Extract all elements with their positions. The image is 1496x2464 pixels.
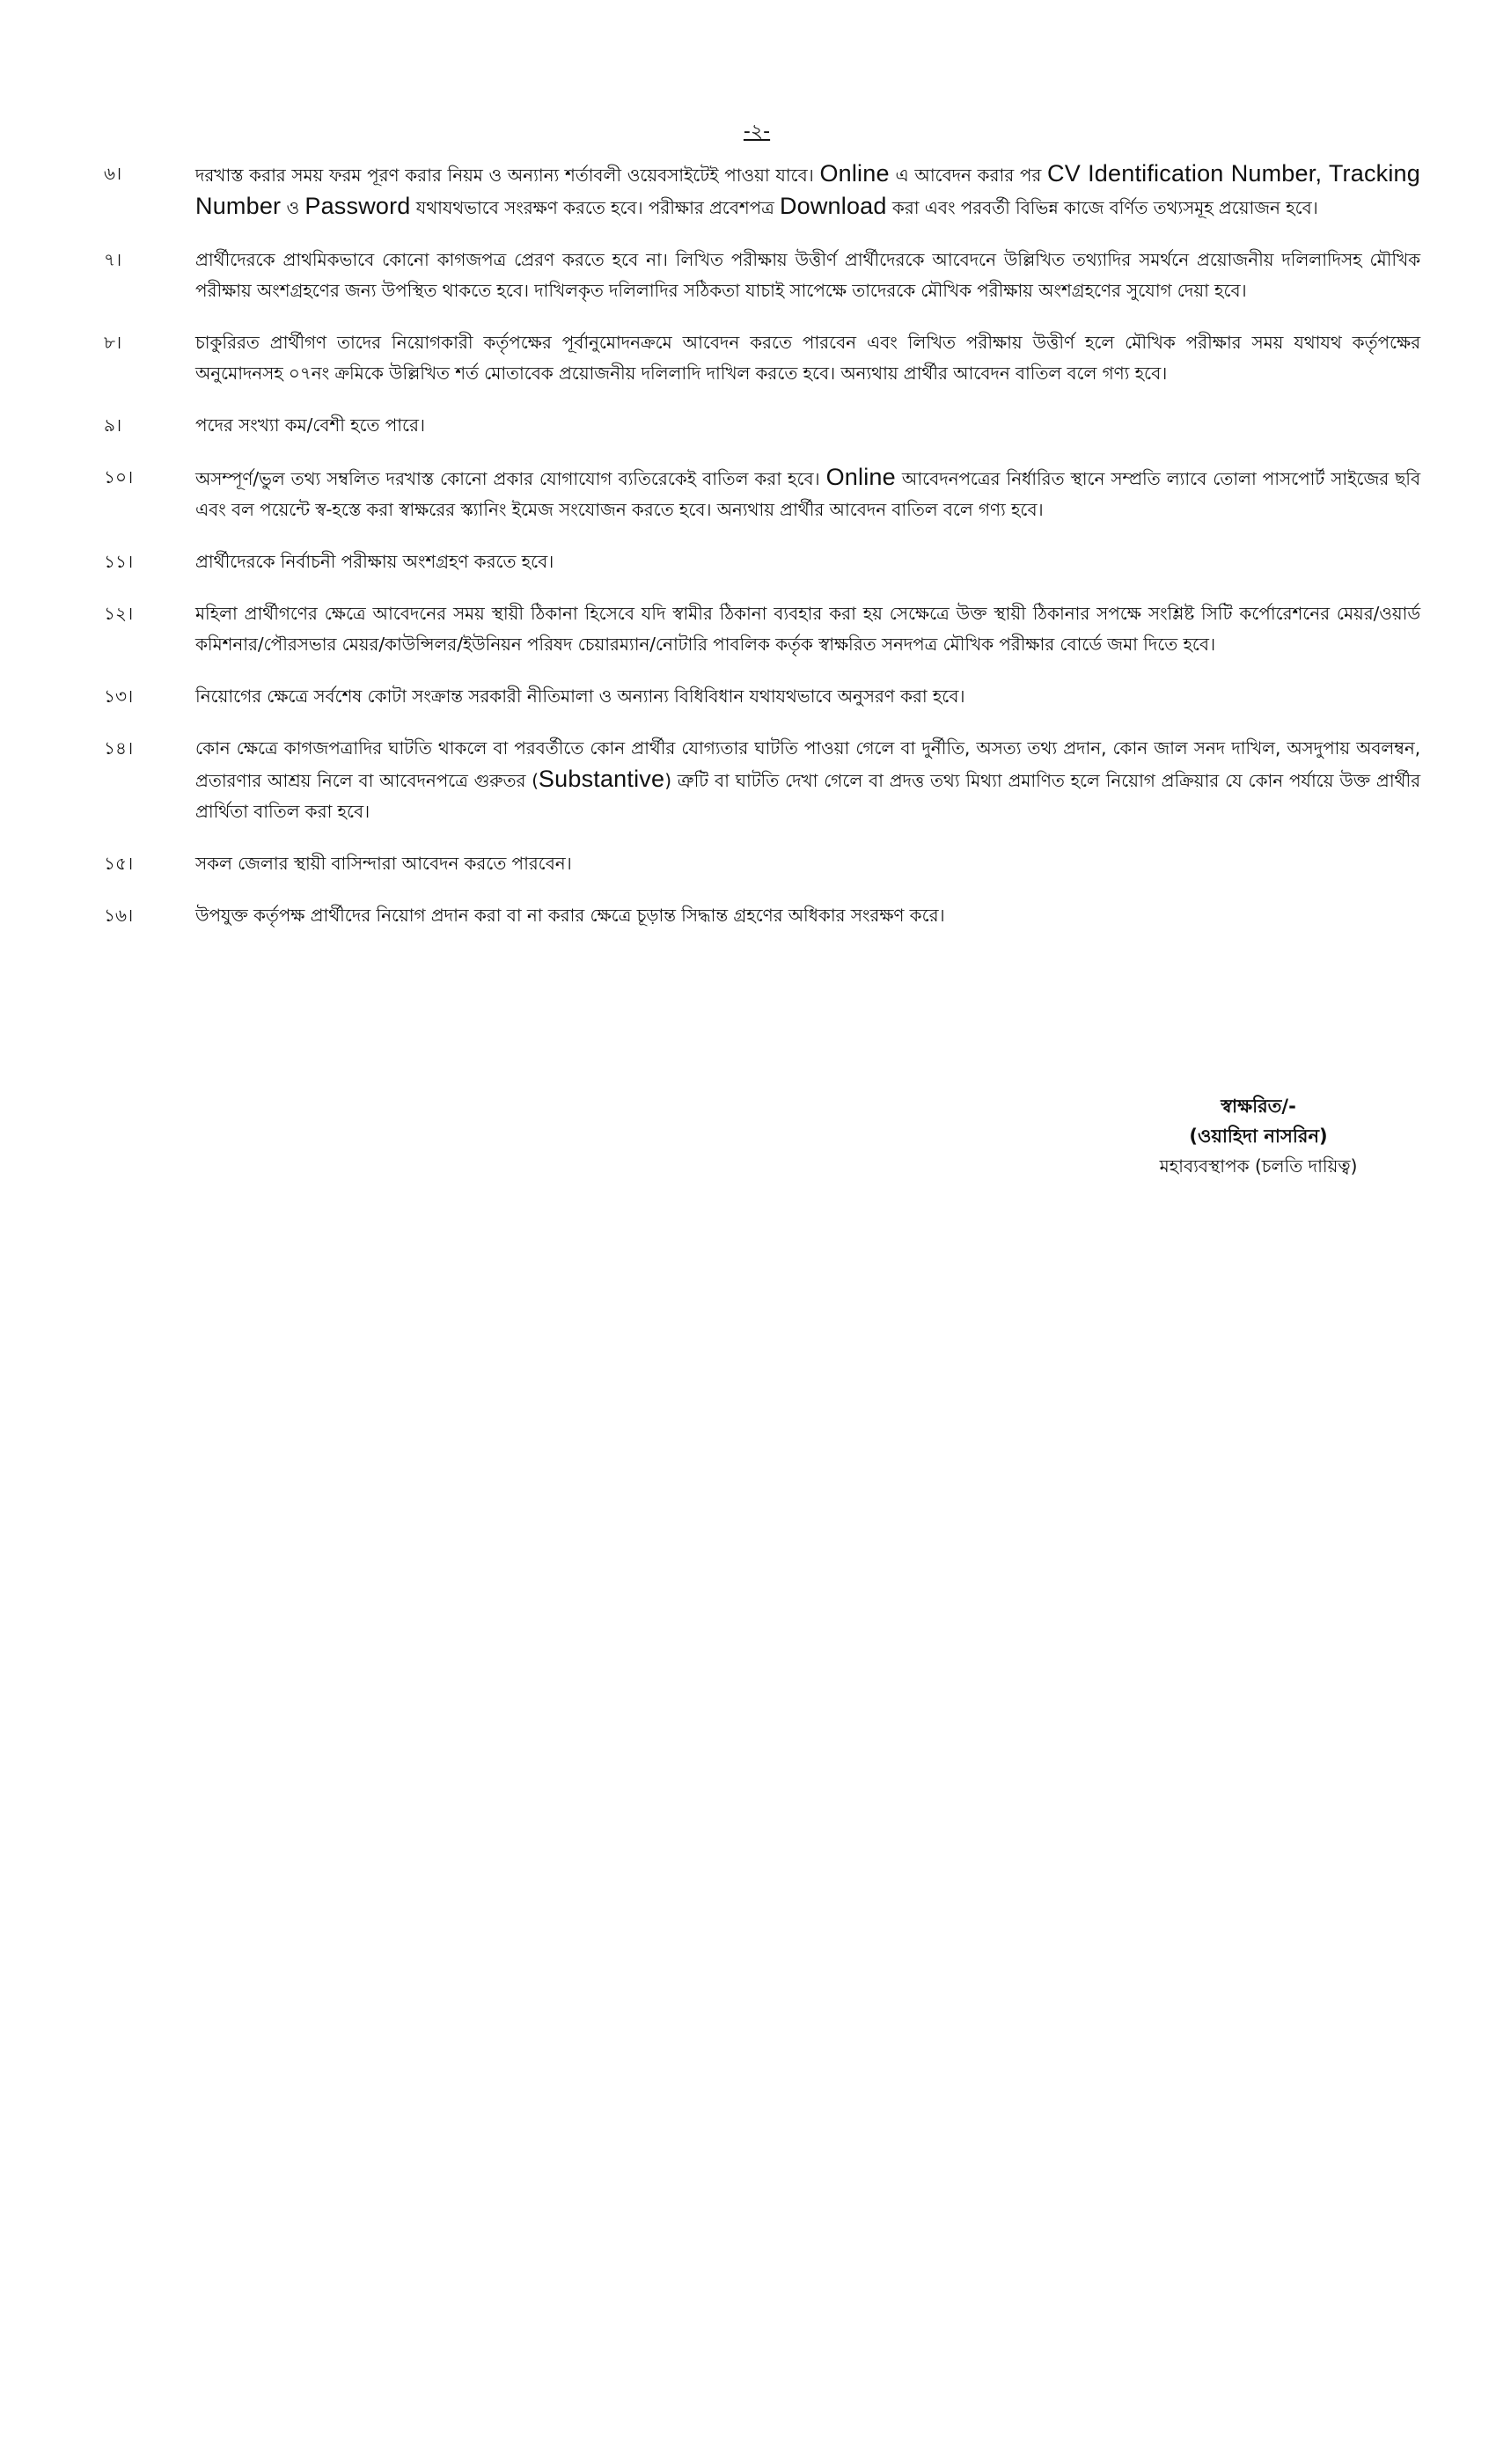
item-number: ৮। bbox=[104, 332, 122, 353]
item-text bbox=[195, 733, 1420, 827]
item-text bbox=[195, 410, 1420, 441]
item-number: ১৫। bbox=[104, 853, 134, 874]
signer-name: (ওয়াহিদা নাসরিন) bbox=[1189, 1126, 1328, 1147]
conditions-list bbox=[104, 158, 1420, 952]
list-item bbox=[104, 848, 1420, 879]
item-number: ১৩। bbox=[104, 686, 134, 707]
item-text bbox=[195, 462, 1420, 525]
text-segment: করা এবং পরবর্তী বিভিন্ন কাজে বর্ণিত তথ্যসমূহ প্রয়োজন হবে। bbox=[886, 197, 1318, 218]
item-text bbox=[195, 245, 1420, 306]
english-term: Download bbox=[779, 193, 887, 219]
text-segment: ও bbox=[281, 197, 305, 218]
english-term: Online bbox=[819, 160, 890, 187]
english-term: Password bbox=[304, 193, 411, 219]
english-term: CV Identification Number, Tracking Number bbox=[195, 160, 1420, 219]
item-number: ৭। bbox=[104, 249, 122, 270]
item-number: ১৪। bbox=[104, 737, 134, 759]
list-item bbox=[104, 900, 1420, 931]
item-number: ১১। bbox=[104, 551, 134, 572]
item-text bbox=[195, 546, 1420, 577]
list-item bbox=[104, 462, 1420, 525]
list-item bbox=[104, 681, 1420, 712]
text-segment: উপযুক্ত কর্তৃপক্ষ প্রার্থীদের নিয়োগ প্রদান করা বা না করার ক্ষেত্রে চূড়ান্ত সিদ্ধান্ত গ্রহণের অধিকার সংরক্ষণ করে। bbox=[195, 905, 945, 926]
item-text bbox=[195, 848, 1420, 879]
signed-label: স্বাক্ষরিত/- bbox=[1221, 1096, 1296, 1117]
list-item bbox=[104, 733, 1420, 827]
item-text bbox=[195, 900, 1420, 931]
text-segment: পদের সংখ্যা কম/বেশী হতে পারে। bbox=[195, 414, 425, 436]
page-number: -২- bbox=[743, 121, 771, 143]
list-item bbox=[104, 598, 1420, 660]
text-segment: অসম্পূর্ণ/ভুল তথ্য সম্বলিত দরখাস্ত কোনো প্রকার যোগাযোগ ব্যতিরেকেই বাতিল করা হবে। bbox=[195, 468, 826, 489]
signature-block bbox=[1082, 1091, 1434, 1181]
english-term: Online bbox=[825, 464, 896, 490]
item-text bbox=[195, 681, 1420, 712]
list-item bbox=[104, 546, 1420, 577]
item-number: ৬। bbox=[104, 163, 122, 184]
text-segment: এ আবেদন করার পর bbox=[889, 165, 1047, 186]
list-item bbox=[104, 410, 1420, 441]
item-text bbox=[195, 598, 1420, 660]
text-segment: আবেদনপত্রের নির্ধারিত স্থানে সম্প্রতি ল্যাবে তোলা পাসপোর্ট সাইজের ছবি এবং বল পয়েন্টে স্ব-হস্তে করা স্বাক্ষরের স্ক্যানিং ইমেজ সংযোজন করতে হবে। অন্যথায় প্রার্থীর আবেদন বাতিল বলে গণ্য হবে। bbox=[195, 468, 1420, 520]
text-segment: দরখাস্ত করার সময় ফরম পূরণ করার নিয়ম ও অন্যান্য শর্তাবলী ওয়েবসাইটেই পাওয়া যাবে। bbox=[195, 165, 820, 186]
text-segment: যথাযথভাবে সংরক্ষণ করতে হবে। পরীক্ষার প্রবেশপত্র bbox=[410, 197, 780, 218]
text-segment: নিয়োগের ক্ষেত্রে সর্বশেষ কোটা সংক্রান্ত সরকারী নীতিমালা ও অন্যান্য বিধিবিধান যথাযথভাবে অনুসরণ করা হবে। bbox=[195, 686, 965, 707]
item-text bbox=[195, 327, 1420, 389]
item-number: ৯। bbox=[104, 414, 122, 436]
text-segment: প্রার্থীদেরকে নির্বাচনী পরীক্ষায় অংশগ্রহণ করতে হবে। bbox=[195, 551, 554, 572]
list-item bbox=[104, 327, 1420, 389]
list-item bbox=[104, 245, 1420, 306]
list-item bbox=[104, 158, 1420, 224]
item-number: ১৬। bbox=[104, 905, 134, 926]
item-number: ১০। bbox=[104, 466, 134, 488]
text-segment: কোন ক্ষেত্রে কাগজপত্রাদির ঘাটতি থাকলে বা পরবর্তীতে কোন প্রার্থীর যোগ্যতার ঘাটতি পাওয়া গেলে বা দুর্নীতি, অসত্য তথ্য প্রদান, কোন জাল সনদ দাখিল, অসদুপায় অবলম্বন, প্রতারণার আশ্রয় নিলে বা আবেদনপত্রে গুরুতর ( bbox=[195, 737, 1420, 791]
item-number: ১২। bbox=[104, 603, 134, 624]
english-term: Substantive bbox=[538, 766, 665, 792]
signer-title: মহাব্যবস্থাপক (চলতি দায়িত্ব) bbox=[1159, 1155, 1358, 1177]
text-segment: সকল জেলার স্থায়ী বাসিন্দারা আবেদন করতে পারবেন। bbox=[195, 853, 572, 874]
text-segment: মহিলা প্রার্থীগণের ক্ষেত্রে আবেদনের সময় স্থায়ী ঠিকানা হিসেবে যদি স্বামীর ঠিকানা ব্যবহার করা হয় সেক্ষেত্রে উক্ত স্থায়ী ঠিকানার সপক্ষে সংশ্লিষ্ট সিটি কর্পোরেশনের মেয়র/ওয়ার্ড কমিশনার/পৌরসভার মেয়র/কাউন্সিলর/ইউনিয়ন পরিষদ চেয়ারম্যান/নোটারি পাবলিক কর্তৃক স্বাক্ষরিত সনদপত্র মৌখিক পরীক্ষার বোর্ডে জমা দিতে হবে। bbox=[195, 603, 1420, 655]
item-text bbox=[195, 158, 1420, 224]
text-segment: প্রার্থীদেরকে প্রাথমিকভাবে কোনো কাগজপত্র প্রেরণ করতে হবে না। লিখিত পরীক্ষায় উত্তীর্ণ প্রার্থীদেরকে আবেদনে উল্লিখিত তথ্যাদির সমর্থনে প্রয়োজনীয় দলিলাদিসহ মৌখিক পরীক্ষায় অংশগ্রহণের জন্য উপস্থিত থাকতে হবে। দাখিলকৃত দলিলাদির সঠিকতা যাচাই সাপেক্ষে তাদেরকে মৌখিক পরীক্ষায় অংশগ্রহণের সুযোগ দেয়া হবে। bbox=[195, 249, 1420, 301]
text-segment: ) ত্রুটি বা ঘাটতি দেখা গেলে বা প্রদত্ত তথ্য মিথ্যা প্রমাণিত হলে নিয়োগ প্রক্রিয়ার যে কোন পর্যায়ে উক্ত প্রার্থীর প্রার্থিতা বাতিল করা হবে। bbox=[195, 770, 1421, 822]
text-segment: চাকুরিরত প্রার্থীগণ তাদের নিয়োগকারী কর্তৃপক্ষের পূর্বানুমোদনক্রমে আবেদন করতে পারবেন এবং লিখিত পরীক্ষায় উত্তীর্ণ হলে মৌখিক পরীক্ষার সময় যথাযথ কর্তৃপক্ষের অনুমোদনসহ ০৭নং ক্রমিকে উল্লিখিত শর্ত মোতাবেক প্রয়োজনীয় দলিলাদি দাখিল করতে হবে। অন্যথায় প্রার্থীর আবেদন বাতিল বলে গণ্য হবে। bbox=[195, 332, 1420, 384]
